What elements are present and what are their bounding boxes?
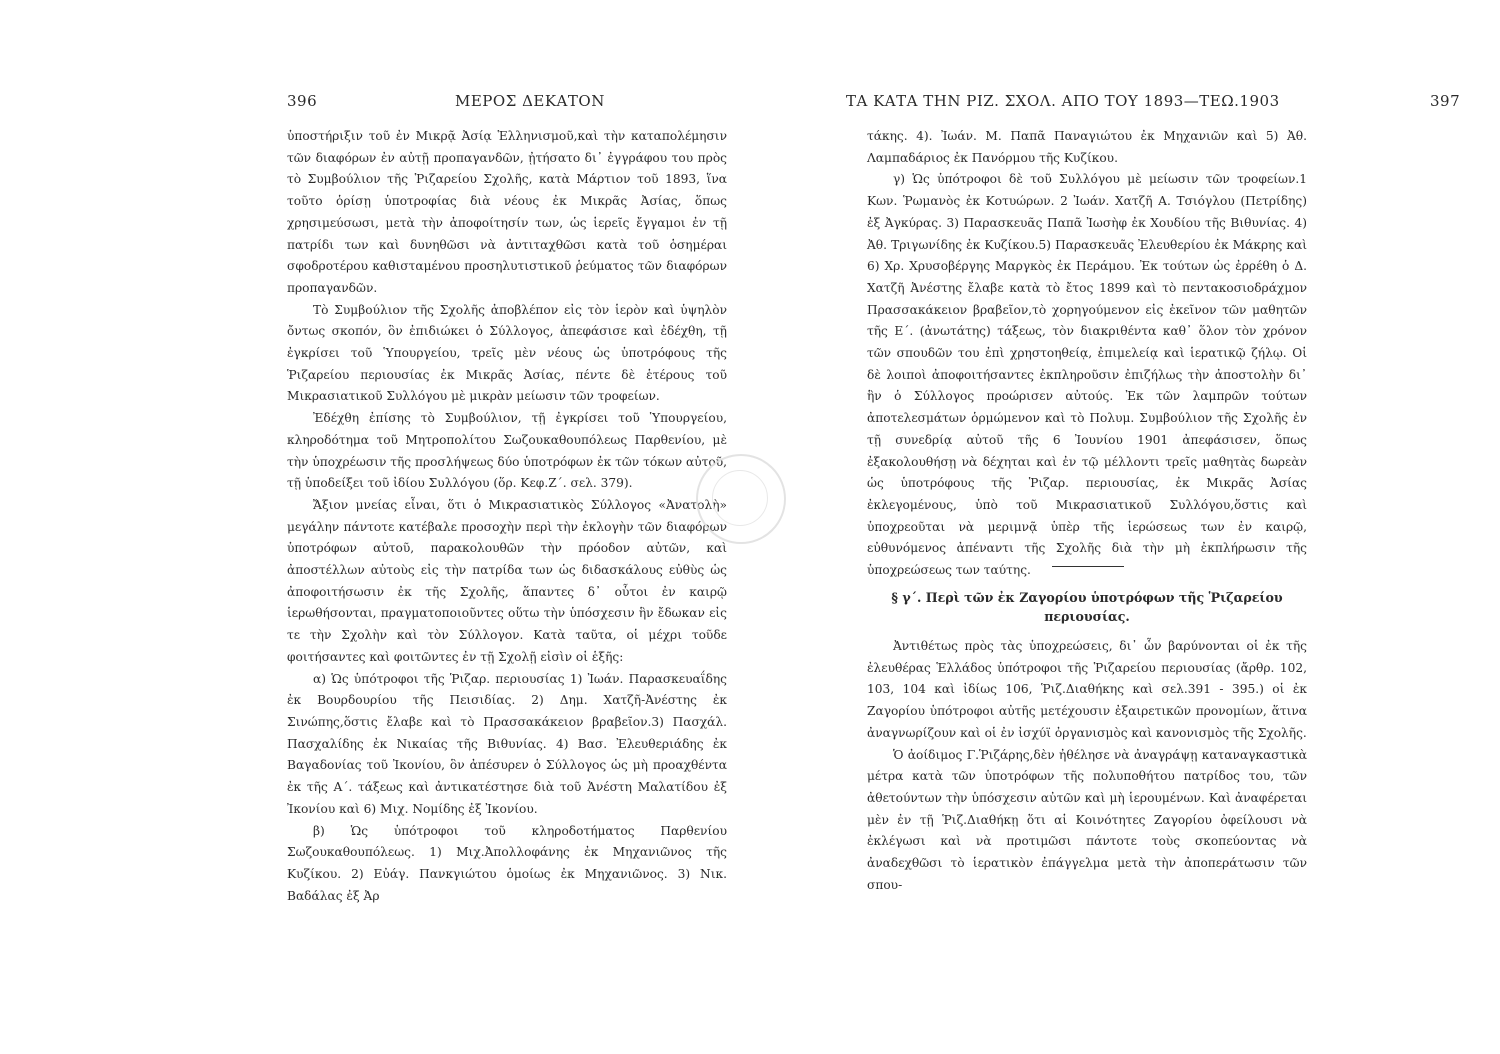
paragraph: τάκης. 4). Ἰωάν. Μ. Παπᾶ Παναγιώτου ἐκ Μηχανιῶν καὶ 5) Ἀθ. Λαμπαδάριος ἐκ Πανόρμου τῆς Κυζίκου. [867,129,1307,165]
paragraph: Ἐδέχθη ἐπίσης τὸ Συμβούλιον, τῇ ἐγκρίσει τοῦ Ὑπουργείου, κληροδότημα τοῦ Μητροπολίτου Σωζουκαθουπόλεως Παρθενίου, μὲ τὴν ὑποχρέωσιν τῆς προσλήψεως δύο ὑποτρόφων ἐκ τῶν τόκων αὐτοῦ, τῇ ὑποδείξει τοῦ ἰδίου Συλλόγου (ὅρ. Κεφ.Ζ΄. σελ. 379). [287,411,728,491]
section-heading-line-2: περιουσίας. [1044,609,1130,624]
section-heading [867,588,1307,626]
paragraph: Ἀντιθέτως πρὸς τὰς ὑποχρεώσεις, δι᾽ ὧν βαρύνονται οἱ ἐκ τῆς ἐλευθέρας Ἑλλάδος ὑπότροφοι τῆς Ῥιζαρείου περιουσίας (ἄρθρ. 102, 103, 104 καὶ ἰδίως 106, Ῥιζ.Διαθήκης καὶ σελ.391 - 395.) οἱ ἐκ Ζαγορίου ὑπότροφοι αὐτῆς μετέχουσιν ἐξαιρετικῶν προνομίων, ἅτινα ἀναγνωρίζουν καὶ οἱ ἐν ἰσχύϊ ὀργανισμὸς καὶ κανονισμὸς τῆς Σχολῆς. [867,639,1307,740]
left-body-text [287,126,727,907]
right-page-number: 397 [1430,92,1461,110]
right-running-head: ΤΑ ΚΑΤΑ ΤΗΝ ΡΙΖ. ΣΧΟΛ. ΑΠΟ ΤΟΥ 1893—ΤΕΩ.1903 [846,92,1280,110]
left-running-head: ΜΕΡΟΣ ΔΕΚΑΤΟΝ [455,92,605,110]
right-body-text-top [867,126,1307,582]
paragraph: α) Ὡς ὑπότροφοι τῆς Ῥιζαρ. περιουσίας 1) Ἰωάν. Παρασκευαΐδης ἐκ Βουρδουρίου τῆς Πεισιδίας. 2) Δημ. Χατζῆ-Ἀνέστης ἐκ Σινώπης,ὅστις ἔλαβε καὶ τὸ Πρασσακάκειον βραβεῖον.3) Πασχάλ. Πασχαλίδης ἐκ Νικαίας τῆς Βιθυνίας. 4) Βασ. Ἐλευθεριάδης ἐκ Βαγαδονίας τοῦ Ἰκονίου, ὃν ἀπέσυρεν ὁ Σύλλογος ὡς μὴ προαχθέντα ἐκ τῆς Α΄. τάξεως καὶ ἀντικατέστησε διὰ τοῦ Ἀνέστη Μαλατίδου ἐξ Ἰκονίου καὶ 6) Μιχ. Νομίδης ἐξ Ἰκονίου. [287,671,727,816]
right-page [750,0,1500,1054]
paragraph: ὑποστήριξιν τοῦ ἐν Μικρᾷ Ἀσίᾳ Ἑλληνισμοῦ,καὶ τὴν καταπολέμησιν τῶν διαφόρων ἐν αὐτῇ προπαγανδῶν, ᾐτήσατο δι᾽ ἐγγράφου του πρὸς τὸ Συμβούλιον τῆς Ῥιζαρείου Σχολῆς, κατὰ Μάρτιον τοῦ 1893, ἵνα τοῦτο ὁρίσῃ ὑποτροφίας διὰ νέους ἐκ Μικρᾶς Ἀσίας, ὅπως χρησιμεύσωσι, μετὰ τὴν ἀποφοίτησίν των, ὡς ἱερεῖς ἔγγαμοι ἐν τῇ πατρίδι των καὶ δυνηθῶσι νὰ ἀντιταχθῶσι κατὰ τοῦ ὁσημέραι σφοδροτέρου καθισταμένου προσηλυτιστικοῦ ῥεύματος τῶν διαφόρων προπαγανδῶν. [287,129,727,295]
paragraph: Ὁ ἀοίδιμος Γ.Ῥιζάρης,δὲν ἠθέλησε νὰ ἀναγράψῃ καταναγκαστικὰ μέτρα κατὰ τῶν ὑποτρόφων τῆς πολυποθήτου πατρίδος του, τῶν ἀθετούντων τὴν ὑπόσχεσιν αὐτῶν καὶ μὴ ἱερουμένων. Καὶ ἀναφέρεται μὲν ἐν τῇ Ῥιζ.Διαθήκῃ ὅτι αἱ Κοινότητες Ζαγορίου ὀφείλουσι νὰ ἐκλέγωσι καὶ νὰ προτιμῶσι πάντοτε τοὺς σκοπεύοντας νὰ ἀναδεχθῶσι τὸ ἱερατικὸν ἐπάγγελμα μετὰ τὴν ἀποπεράτωσιν τῶν σπου- [867,747,1307,892]
paragraph: Ἄξιον μνείας εἶναι, ὅτι ὁ Μικρασιατικὸς Σύλλογος «Ἀνατολὴ» μεγάλην πάντοτε κατέβαλε προσοχὴν περὶ τὴν ἐκλογὴν τῶν διαφόρων ὑποτρόφων αὐτοῦ, παρακολουθῶν τὴν πρόοδον αὐτῶν, καὶ ἀποστέλλων αὐτοὺς εἰς τὴν πατρίδα των ὡς διδασκάλους εὐθὺς ὡς ἀποφοιτήσωσιν ἐκ τῆς Σχολῆς, ἅπαντες δ᾽ οὗτοι ἐν καιρῷ ἱερωθήσονται, πραγματοποιοῦντες οὕτω τὴν ὑπόσχεσιν ἣν ἔδωκαν εἰς τε τὴν Σχολὴν καὶ τὸν Σύλλογον. Κατὰ ταῦτα, οἱ μέχρι τοῦδε φοιτήσαντες καὶ φοιτῶντες ἐν τῇ Σχολῇ εἰσὶν οἱ ἑξῆς: [287,497,727,664]
paragraph: γ) Ὡς ὑπότροφοι δὲ τοῦ Συλλόγου μὲ μείωσιν τῶν τροφείων.1 Κων. Ῥωμανὸς ἐκ Κοτυώρων. 2 Ἰωάν. Χατζῆ Α. Τσιόγλου (Πετρίδης) ἐξ Ἀγκύρας. 3) Παρασκευᾶς Παπᾶ Ἰωσὴφ ἐκ Χουδίου τῆς Βιθυνίας. 4) Ἀθ. Τριγωνίδης ἐκ Κυζίκου.5) Παρασκευᾶς Ἐλευθερίου ἐκ Μάκρης καὶ 6) Χρ. Χρυσοβέργης Μαργκὸς ἐκ Περάμου. Ἐκ τούτων ὡς ἐρρέθη ὁ Δ. Χατζῆ Ἀνέστης ἔλαβε κατὰ τὸ ἔτος 1899 καὶ τὸ πεντακοσιοδράχμον Πρασσακάκειον βραβεῖον,τὸ χορηγούμενον εἰς ἐκεῖνον τῶν μαθητῶν τῆς Ε΄. (ἀνωτάτης) τάξεως, τὸν διακριθέντα καθ᾽ ὅλον τὸν χρόνον τῶν σπουδῶν του ἐπὶ χρηστοηθείᾳ, ἐπιμελείᾳ καὶ ἱερατικῷ ζήλῳ. Οἱ δὲ λοιποὶ ἀποφοιτήσαντες ἐκπληροῦσιν ἐπιζήλως τὴν ἀποστολὴν δι᾽ ἣν ὁ Σύλλογος προώρισεν αὐτούς. Ἐκ τῶν λαμπρῶν τούτων ἀποτελεσμάτων ὁρμώμενον καὶ τὸ Πολυμ. Συμβούλιον τῆς Σχολῆς ἐν τῇ συνεδρίᾳ αὐτοῦ τῆς 6 Ἰουνίου 1901 ἀπεφάσισεν, ὅπως ἐξακολουθήσῃ νὰ δέχηται καὶ ἐν τῷ μέλλοντι τρεῖς μαθητὰς δωρεὰν ὡς ὑποτρόφους τῆς Ῥιζαρ. περιουσίας, ἐκ Μικρᾶς Ἀσίας ἐκλεγομένους, ὑπὸ τοῦ Μικρασιατικοῦ Συλλόγου,ὅστις καὶ ὑποχρεοῦται νὰ μεριμνᾷ ὑπὲρ τῆς ἱερώσεως των ἐν καιρῷ, εὐθυνόμενος ἀπέναντι τῆς Σχολῆς διὰ τὴν μὴ ἐκπλήρωσιν τῆς ὑποχρεώσεως των ταύτης. [867,172,1307,578]
paragraph: β) Ὡς ὑπότροφοι τοῦ κληροδοτήματος Παρθενίου Σωζουκαθουπόλεως. 1) Μιχ.Ἀπολλοφάνης ἐκ Μηχανιῶνος τῆς Κυζίκου. 2) Εὐάγ. Πανκγιώτου ὁμοίως ἐκ Μηχανιῶνος. 3) Νικ. Βαδάλας ἐξ Ἀρ [287,823,727,903]
right-body-text-bottom [867,636,1307,896]
section-divider [1052,566,1124,567]
section-heading-line-1: § γ΄. Περὶ τῶν ἐκ Ζαγορίου ὑποτρόφων τῆς Ῥιζαρείου [891,590,1283,605]
left-page-number: 396 [287,92,318,110]
paragraph: Τὸ Συμβούλιον τῆς Σχολῆς ἀποβλέπον εἰς τὸν ἱερὸν καὶ ὑψηλὸν ὄντως σκοπόν, ὃν ἐπιδιώκει ὁ Σύλλογος, ἀπεφάσισε καὶ ἐδέχθη, τῇ ἐγκρίσει τοῦ Ὑπουργείου, τρεῖς μὲν νέους ὡς ὑποτρόφους τῆς Ῥιζαρείου περιουσίας ἐκ Μικρᾶς Ἀσίας, πέντε δὲ ἑτέρους τοῦ Μικρασιατικοῦ Συλλόγου μὲ μικρὰν μείωσιν τῶν τροφείων. [287,302,727,404]
